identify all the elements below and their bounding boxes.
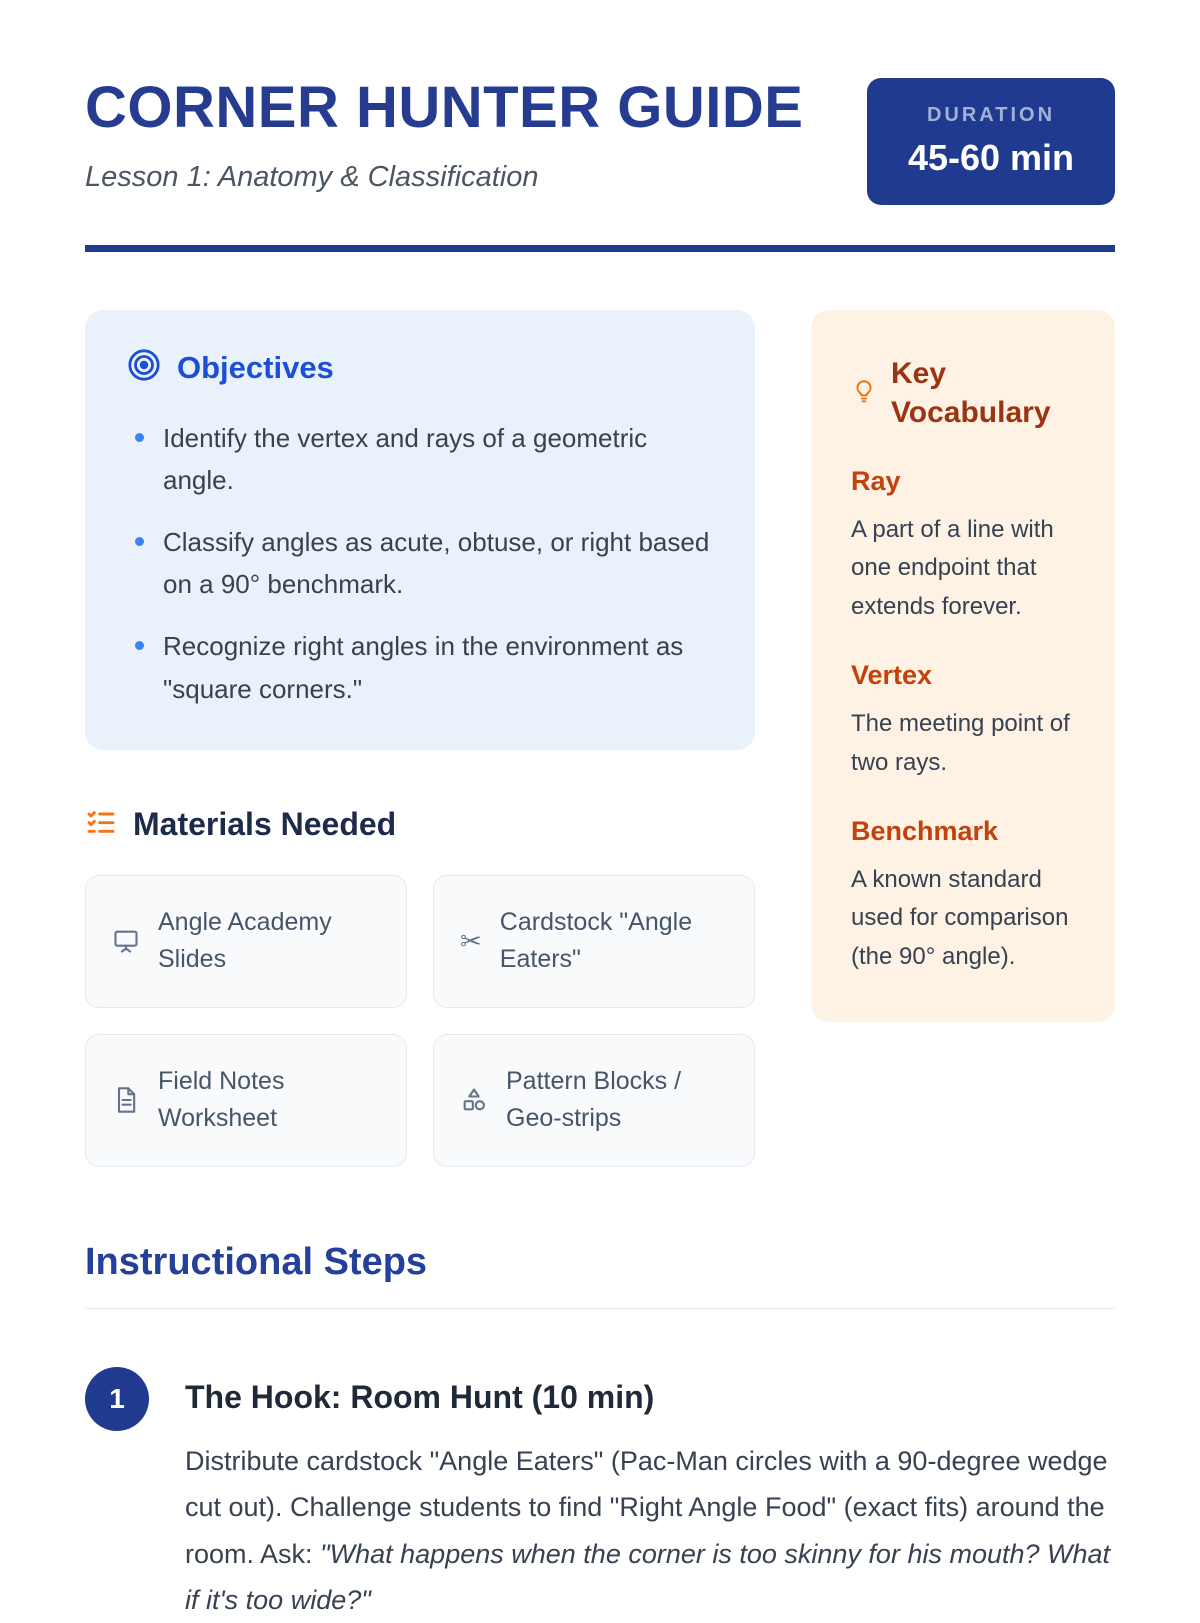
material-card bbox=[433, 875, 755, 1008]
steps-section-title: Instructional Steps bbox=[85, 1241, 1115, 1309]
step-1 bbox=[85, 1367, 1115, 1623]
step-description bbox=[185, 1438, 1115, 1623]
duration-badge bbox=[867, 78, 1115, 205]
vocab-term: Ray bbox=[851, 466, 901, 496]
header bbox=[85, 75, 1115, 205]
objective-text: Classify angles as acute, obtuse, or right based on a 90° benchmark. bbox=[163, 527, 710, 600]
vocab-definition: The meeting point of two rays. bbox=[851, 710, 1070, 776]
step-number-badge: 1 bbox=[85, 1367, 149, 1431]
presentation-icon bbox=[112, 927, 140, 955]
material-label: Field Notes Worksheet bbox=[158, 1066, 285, 1133]
lightbulb-icon bbox=[851, 378, 877, 409]
material-card bbox=[85, 1034, 407, 1167]
target-icon bbox=[127, 348, 161, 387]
material-label: Angle Academy Slides bbox=[158, 907, 332, 974]
checklist-icon bbox=[85, 806, 117, 843]
vocab-entry bbox=[851, 660, 1079, 782]
vocab-entry bbox=[851, 816, 1079, 976]
objectives-card bbox=[85, 310, 755, 750]
duration-label: DURATION bbox=[926, 104, 1056, 126]
objectives-title: Objectives bbox=[177, 349, 334, 385]
step-content bbox=[185, 1367, 1115, 1623]
vocabulary-title-row bbox=[851, 354, 1079, 432]
duration-value: 45-60 min bbox=[907, 137, 1075, 178]
objectives-title-row bbox=[127, 348, 713, 387]
vocab-definition: A part of a line with one endpoint that extends forever. bbox=[851, 516, 1054, 620]
left-column bbox=[85, 310, 755, 1167]
header-left bbox=[85, 75, 804, 194]
material-card bbox=[85, 875, 407, 1008]
step-title: The Hook: Room Hunt (10 min) bbox=[185, 1378, 655, 1415]
document-icon bbox=[112, 1086, 140, 1114]
objective-item bbox=[127, 625, 713, 709]
material-label: Cardstock "Angle Eaters" bbox=[499, 907, 693, 974]
step-description-quote: "What happens when the corner is too skinny for his mouth? What if it's too wide?" bbox=[185, 1538, 1111, 1615]
objective-text: Recognize right angles in the environment as "square corners." bbox=[163, 631, 684, 704]
lesson-subtitle: Lesson 1: Anatomy & Classification bbox=[85, 160, 539, 193]
page-title: CORNER HUNTER GUIDE bbox=[85, 75, 804, 140]
vocab-term: Vertex bbox=[851, 660, 933, 691]
instructional-steps-section bbox=[85, 1241, 1115, 1623]
vocab-term: Benchmark bbox=[851, 815, 999, 846]
material-card bbox=[433, 1034, 755, 1167]
vocab-definition: A known standard used for comparison (the 90° angle). bbox=[851, 865, 1069, 970]
objective-item bbox=[127, 417, 713, 501]
vocabulary-card bbox=[811, 310, 1115, 1022]
blocks-icon bbox=[460, 1086, 488, 1114]
objectives-list bbox=[127, 417, 713, 710]
materials-heading-row bbox=[85, 806, 755, 843]
vocabulary-title: Key Vocabulary bbox=[891, 357, 1051, 429]
materials-grid bbox=[85, 875, 755, 1167]
objective-text: Identify the vertex and rays of a geometric angle. bbox=[163, 423, 648, 496]
step-description-text: Distribute cardstock "Angle Eaters" (Pac-Man circles with a 90-degree wedge cut out). Challenge students to find "Right Angle Food" (exact fits) around the room. Ask: bbox=[185, 1445, 1108, 1569]
objective-item bbox=[127, 521, 713, 605]
main-columns bbox=[85, 310, 1115, 1167]
materials-title: Materials Needed bbox=[133, 805, 397, 842]
material-label: Pattern Blocks / Geo-strips bbox=[506, 1066, 682, 1133]
scissors-icon: ✂ bbox=[460, 925, 482, 956]
header-divider bbox=[85, 245, 1115, 252]
vocab-entry bbox=[851, 466, 1079, 626]
